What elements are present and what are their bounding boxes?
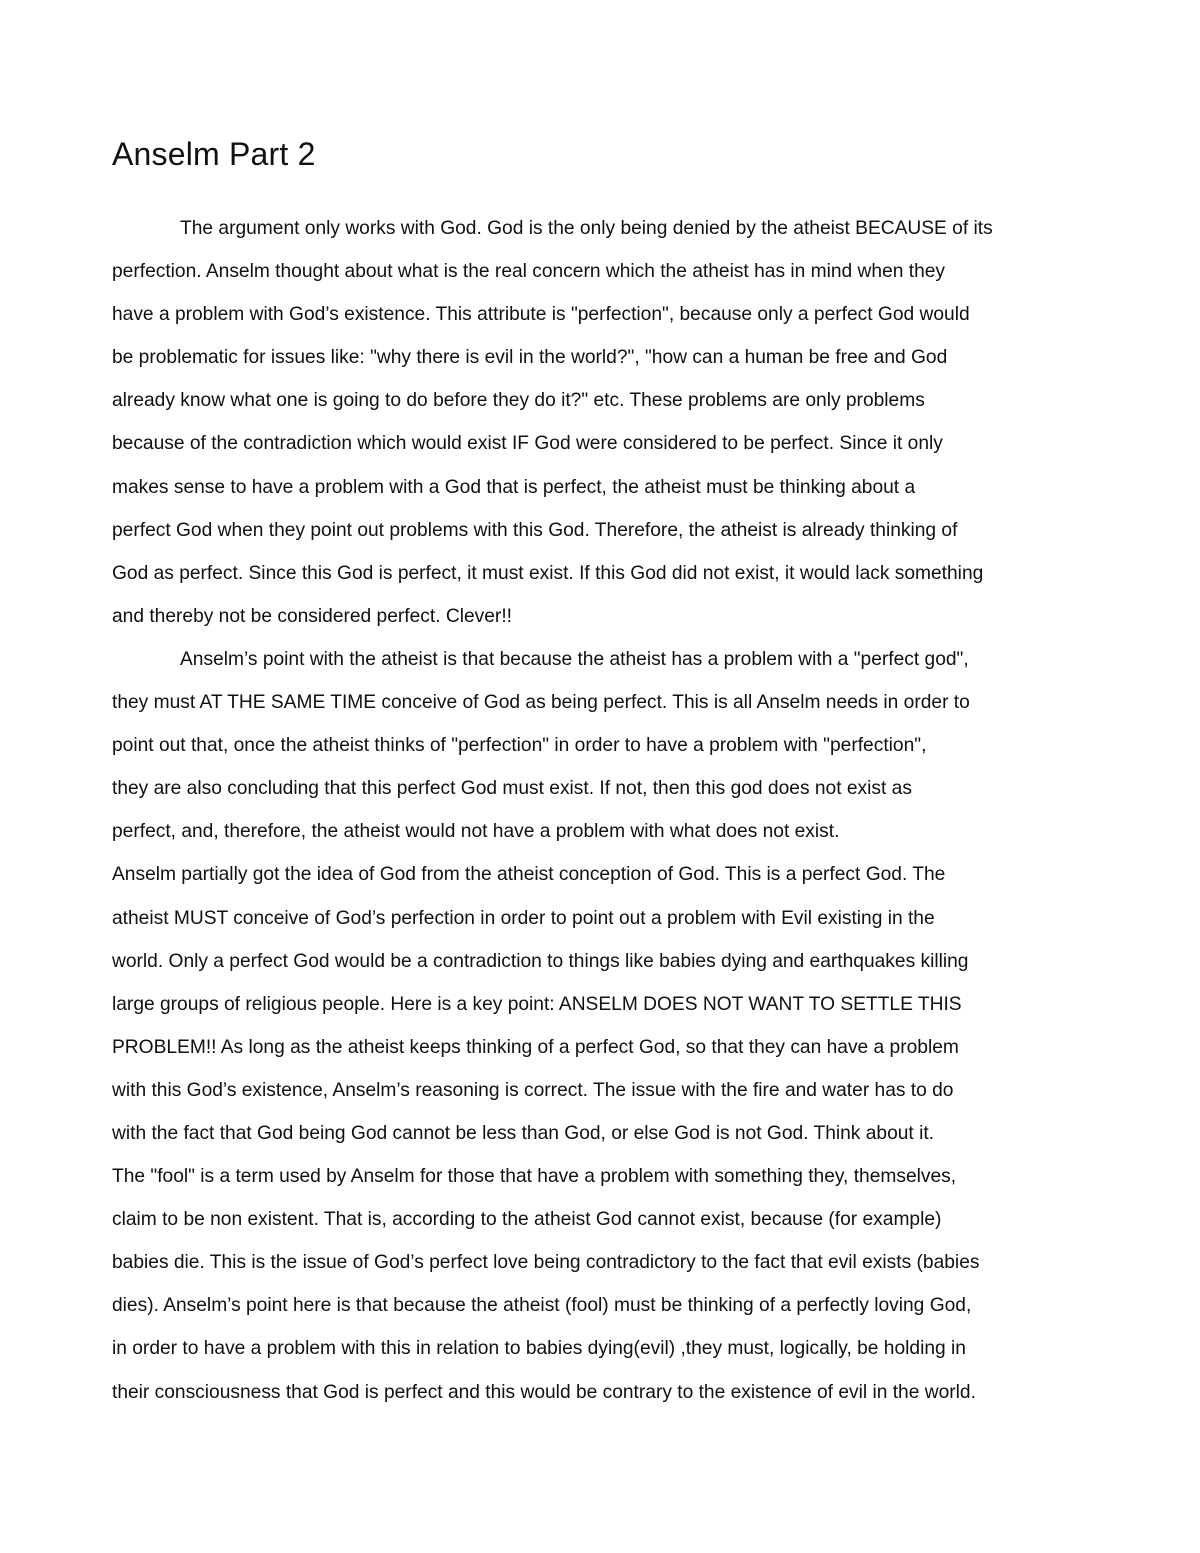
text-line: in order to have a problem with this in relation to babies dying(evil) ,they must, logically, be holding in [112, 1338, 966, 1360]
text-line: already know what one is going to do before they do it?" etc. These problems are only problems [112, 390, 925, 412]
text-line: The argument only works with God. God is the only being denied by the atheist BECAUSE of its [180, 218, 993, 239]
text-line: with this God’s existence, Anselm’s reasoning is correct. The issue with the fire and water has to do [112, 1079, 954, 1101]
document-title: Anselm Part 2 [112, 136, 316, 172]
text-line: God as perfect. Since this God is perfect, it must exist. If this God did not exist, it would lack something [112, 562, 984, 584]
text-line: because of the contradiction which would exist IF God were considered to be perfect. Since it only [112, 433, 943, 455]
text-line: claim to be non existent. That is, according to the atheist God cannot exist, because (for example) [112, 1209, 942, 1231]
document-body [112, 207, 1102, 1414]
text-line: Anselm’s point with the atheist is that because the atheist has a problem with a "perfect god", [180, 648, 969, 670]
text-line: and thereby not be considered perfect. Clever!! [112, 605, 512, 627]
text-line: be problematic for issues like: "why there is evil in the world?", "how can a human be free and God [112, 347, 948, 369]
text-line: point out that, once the atheist thinks of "perfection" in order to have a problem with "perfection", [112, 735, 927, 757]
text-line: PROBLEM!! As long as the atheist keeps thinking of a perfect God, so that they can have a problem [112, 1036, 959, 1058]
text-line: atheist MUST conceive of God’s perfection in order to point out a problem with Evil existing in the [112, 907, 935, 929]
text-line: dies). Anselm’s point here is that because the atheist (fool) must be thinking of a perfectly loving God, [112, 1295, 972, 1317]
text-line: world. Only a perfect God would be a contradiction to things like babies dying and earthquakes killing [112, 950, 969, 972]
text-line: with the fact that God being God cannot be less than God, or else God is not God. Think about it. [112, 1122, 935, 1144]
text-line: perfect God when they point out problems with this God. Therefore, the atheist is already thinking of [112, 519, 958, 541]
text-line: babies die. This is the issue of God’s perfect love being contradictory to the fact that evil exists (babies [112, 1252, 980, 1274]
text-line: The "fool" is a term used by Anselm for those that have a problem with something they, themselves, [112, 1166, 957, 1188]
text-line: they are also concluding that this perfect God must exist. If not, then this god does not exist as [112, 778, 912, 800]
text-line: have a problem with God’s existence. This attribute is "perfection", because only a perfect God would [112, 304, 970, 326]
text-line: perfect, and, therefore, the atheist would not have a problem with what does not exist. [112, 821, 840, 843]
text-line: Anselm partially got the idea of God from the atheist conception of God. This is a perfect God. The [112, 864, 946, 886]
text-line: they must AT THE SAME TIME conceive of God as being perfect. This is all Anselm needs in order to [112, 692, 970, 714]
text-line: makes sense to have a problem with a God that is perfect, the atheist must be thinking about a [112, 476, 916, 498]
text-line: perfection. Anselm thought about what is the real concern which the atheist has in mind when they [112, 261, 946, 283]
text-line: large groups of religious people. Here is a key point: ANSELM DOES NOT WANT TO SETTLE THIS [112, 993, 962, 1015]
text-line: their consciousness that God is perfect and this would be contrary to the existence of evil in the world. [112, 1381, 976, 1403]
